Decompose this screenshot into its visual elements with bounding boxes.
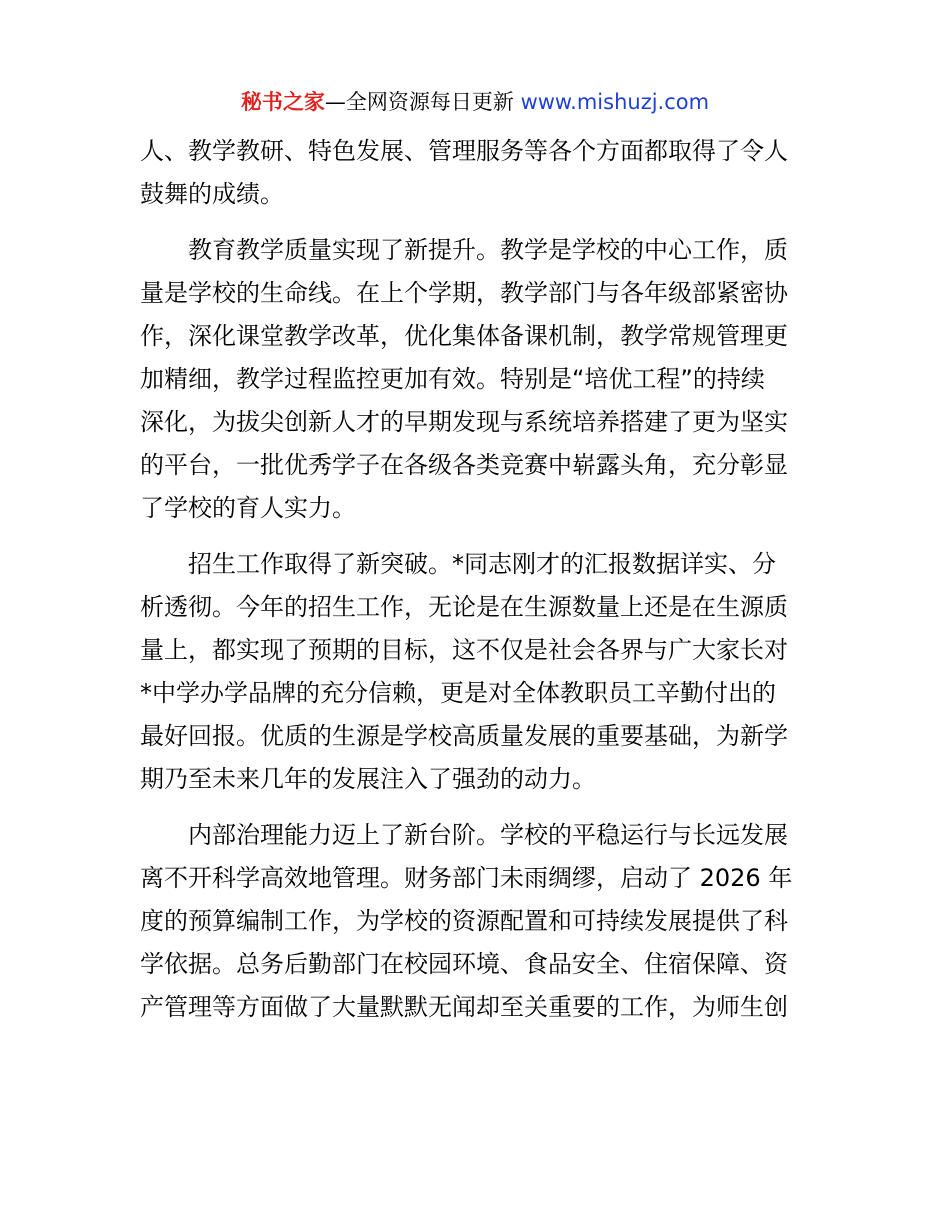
site-header bbox=[0, 86, 950, 118]
text-line: 产管理等方面做了大量默默无闻却至关重要的工作，为师生创 bbox=[140, 993, 788, 1021]
paragraph-start-line: 内部治理能力迈上了新台阶。学校的平稳运行与长远发展 bbox=[188, 821, 788, 849]
text-line: *中学办学品牌的充分信赖，更是对全体教职员工辛勤付出的 bbox=[140, 679, 776, 707]
text-line: 作，深化课堂教学改革，优化集体备课机制，教学常规管理更 bbox=[140, 322, 788, 350]
text-line: 了学校的育人实力。 bbox=[140, 494, 356, 522]
text-line: 人、教学教研、特色发展、管理服务等各个方面都取得了令人 bbox=[140, 137, 788, 165]
text-line: 期乃至未来几年的发展注入了强劲的动力。 bbox=[140, 765, 596, 793]
text-line: 学依据。总务后勤部门在校园环境、食品安全、住宿保障、资 bbox=[140, 950, 788, 978]
paragraph-start-line: 教育教学质量实现了新提升。教学是学校的中心工作，质 bbox=[188, 236, 788, 264]
text-line: 的平台，一批优秀学子在各级各类竞赛中崭露头角，充分彰显 bbox=[140, 451, 788, 479]
site-url-link[interactable]: www.mishuzj.com bbox=[520, 90, 710, 114]
text-line: 度的预算编制工作，为学校的资源配置和可持续发展提供了科 bbox=[140, 907, 788, 935]
paragraph-start-line: 招生工作取得了新突破。*同志刚才的汇报数据详实、分 bbox=[188, 550, 776, 578]
text-line: 鼓舞的成绩。 bbox=[140, 180, 284, 208]
text-line: 加精细，教学过程监控更加有效。特别是“培优工程”的持续 bbox=[140, 365, 765, 393]
document-body bbox=[140, 130, 812, 1029]
text-line: 量是学校的生命线。在上个学期，教学部门与各年级部紧密协 bbox=[140, 279, 788, 307]
text-line: 离不开科学高效地管理。财务部门未雨绸缪，启动了 2026 年 bbox=[140, 864, 793, 892]
text-line: 深化，为拔尖创新人才的早期发现与系统培养搭建了更为坚实 bbox=[140, 408, 788, 436]
text-line: 最好回报。优质的生源是学校高质量发展的重要基础，为新学 bbox=[140, 722, 788, 750]
text-line: 量上，都实现了预期的目标，这不仅是社会各界与广大家长对 bbox=[140, 636, 788, 664]
header-tagline: —全网资源每日更新 bbox=[324, 90, 521, 114]
text-line: 析透彻。今年的招生工作，无论是在生源数量上还是在生源质 bbox=[140, 593, 788, 621]
brand-name: 秘书之家 bbox=[240, 90, 325, 114]
